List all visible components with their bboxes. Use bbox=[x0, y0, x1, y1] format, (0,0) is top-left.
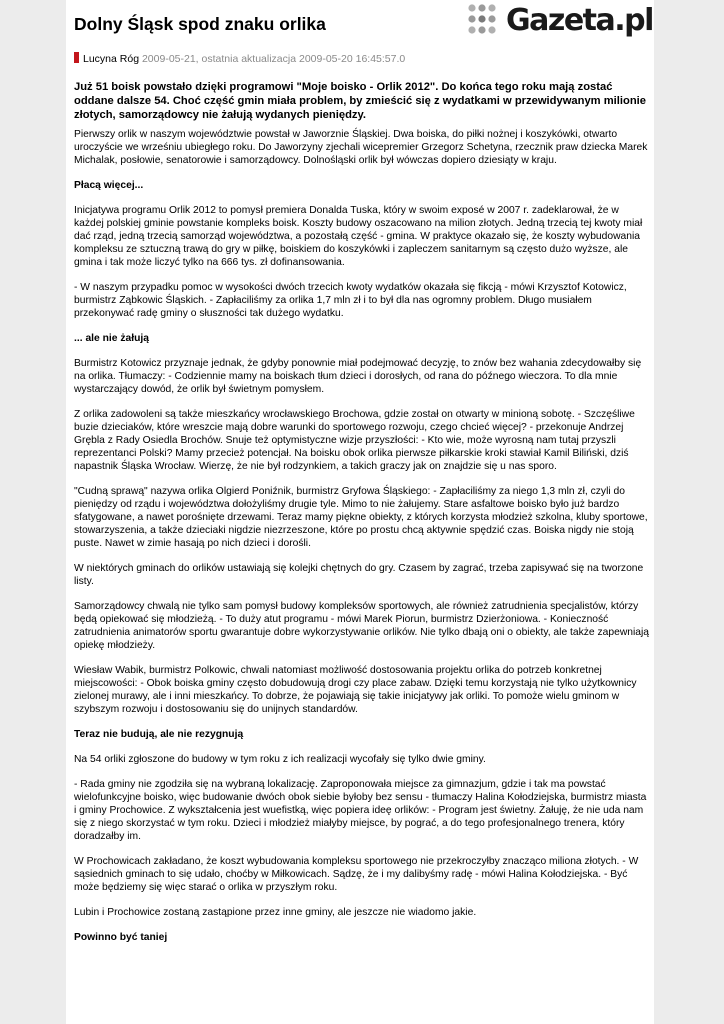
paragraph: Samorządowcy chwalą nie tylko sam pomysł budowy kompleksów sportowych, ale również zatrudnienia specjalistów, którzy będą opiekować się młodzieżą. - To duży atut programu - mówi Marek Piorun, burmistrz Dzierżoniowa. - Konieczność zatrudnienia animatorów sportu gwarantuje dobre wykorzystywanie orlików. Nie tylko dbają oni o obiekty, ale także zapewniają opiekę młodzieży. bbox=[74, 601, 650, 651]
paragraph: W Prochowicach zakładano, że koszt wybudowania kompleksu sportowego nie przekroczyłby znacząco miliona złotych. - W sąsiednich gminach to się udało, choćby w Miłkowicach. Sądzę, że i my dalibyśmy radę - mówi Halina Kołodziejska. - Być może będziemy się więc starać o orlika w przyszłym roku. bbox=[74, 856, 639, 893]
paragraph: "Cudną sprawą" nazywa orlika Olgierd Poniźnik, burmistrz Gryfowa Śląskiego: - Zapłaciliśmy za niego 1,3 mln zł, czyli do pieniędzy od rządu i województwa dołożyliśmy drugie tyle. Mimo to nie żałujemy. Stare asfaltowe boisko było już bardzo sfatygowane, a nawet porośnięte drzewami. Teraz mamy piękne obiekty, z których korzysta młodzież szkolna, kluby sportowe, stowarzyszenia, a także dzieciaki nigdzie niezrzeszone, które po prostu chcą aktywnie spędzić czas. Boiska nigdy nie stoją puste. Nawet w zimie hasają po nich dzieci i dorośli. bbox=[74, 486, 648, 549]
article-title: Dolny Śląsk spod znaku orlika bbox=[74, 14, 326, 34]
subheading: Teraz nie budują, ale nie rezygnują bbox=[74, 729, 244, 740]
paragraph: Inicjatywa programu Orlik 2012 to pomysł premiera Donalda Tuska, który w swoim exposé w 2007 r. zadeklarował, że w każdej polskiej gminie powstanie kompleks boisk. Koszty budowy oszacowano na milion złotych. Jedną trzecią tej kwoty miał dać rząd, jedną trzecią samorząd województwa, a pozostałą część - gmina. W praktyce okazało się, że koszty wybudowania kompleksu ze sztuczną trawą do gry w piłkę, boiskiem do koszykówki i zapleczem sanitarnym są często dużo wyższe, ale gmina i tak może liczyć tylko na 666 tys. zł dofinansowania. bbox=[74, 205, 643, 268]
paragraph: - W naszym przypadku pomoc w wysokości dwóch trzecich kwoty wydatków okazała się fikcją - mówi Krzysztof Kotowicz, burmistrz Ząbkowic Śląskich. - Zapłaciliśmy za orlika 1,7 mln zł i to był dla nas ogromny problem. Długo musiałem przekonywać radę gminy o słuszności tak dużego wydatku. bbox=[74, 282, 627, 319]
paragraph: Lubin i Prochowice zostaną zastąpione przez inne gminy, ale jeszcze nie wiadomo jakie. bbox=[74, 907, 477, 918]
article-lead: Już 51 boisk powstało dzięki programowi "Moje boisko - Orlik 2012". Do końca tego roku mają zostać oddane dalsze 54. Choć część gmin miała problem, by zmieścić się z wydatkami w przewidywanym milionie złotych, samorządowcy nie żałują wydanych pieniędzy. bbox=[74, 81, 646, 121]
paragraph: Burmistrz Kotowicz przyznaje jednak, że gdyby ponownie miał podejmować decyzję, to znów bez wahania zdecydowałby się na orlika. Tłumaczy: - Codziennie mamy na boiskach tłum dzieci i dorosłych, od rana do późnego wieczora. To dla mnie wystarczający dowód, że orlik był świetnym pomysłem. bbox=[74, 358, 642, 395]
logo-text: Gazeta.pl bbox=[506, 3, 653, 38]
byline bbox=[74, 52, 405, 66]
author-name: Lucyna Róg bbox=[83, 53, 140, 65]
paragraph: - Rada gminy nie zgodziła się na wybraną lokalizację. Zaproponowała miejsce za gimnazjum, gdzie i tak ma powstać wielofunkcyjne boisko, więc budowanie dwóch obok siebie byłoby bez sensu - tłumaczy Halina Kołodziejska, burmistrz miasta i gminy Prochowice. Z wykształcenia jest wuefistką, więc popiera ideę orlików: - Program jest świetny. Żałuję, że nie uda nam się z niego skorzystać w tym roku. Dzieci i młodzież miałyby miejsce, by pograć, a do tego profesjonalnego trenera, który doradzałby im. bbox=[74, 779, 647, 842]
publish-date: 2009-05-21, ostatnia aktualizacja 2009-05-20 16:45:57.0 bbox=[141, 53, 406, 65]
byline-marker bbox=[74, 52, 79, 63]
subheading: Płacą więcej... bbox=[74, 180, 144, 191]
paragraph: Pierwszy orlik w naszym województwie powstał w Jaworznie Śląskiej. Dwa boiska, do piłki nożnej i koszykówki, otwarto uroczyście we wrześniu ubiegłego roku. Do Jaworzyny zjechali wicepremier Grzegorz Schetyna, rzecznik praw dziecka Marek Michalak, posłowie, senatorowie i samorządowcy. Dolnośląski orlik był wówczas dopiero dziesiąty w kraju. bbox=[74, 129, 648, 166]
article-body bbox=[74, 128, 650, 956]
article-page bbox=[66, 0, 654, 1024]
paragraph: Z orlika zadowoleni są także mieszkańcy wrocławskiego Brochowa, gdzie został on otwarty w minioną sobotę. - Szczęśliwe buzie dzieciaków, które wreszcie mają dobre warunki do sportowego rozwoju, czego chcieć więcej? - przekonuje Andrzej Grębla z Rady Osiedla Brochów. Snuje też optymistyczne wizje przyszłości: - Kto wie, może wyrosną nam tutaj przyszli reprezentanci Polski? Mamy przecież potencjał. Na boisku obok orlika pierwsze piłkarskie kroki stawiał Kamil Biliński, dziś napastnik Śląska Wrocław. Wierzę, że nie był rodzynkiem, a takich graczy jak on znajdzie się u nas sporo. bbox=[74, 409, 635, 472]
paragraph: W niektórych gminach do orlików ustawiają się kolejki chętnych do gry. Czasem by zagrać, trzeba zapisywać się na tworzone listy. bbox=[74, 563, 644, 587]
gazeta-logo[interactable] bbox=[466, 2, 653, 42]
logo-dots-icon bbox=[466, 3, 502, 39]
paragraph: Na 54 orliki zgłoszone do budowy w tym roku z ich realizacji wycofały się tylko dwie gminy. bbox=[74, 754, 486, 765]
subheading: Powinno być taniej bbox=[74, 932, 168, 943]
subheading: ... ale nie żałują bbox=[74, 333, 149, 344]
paragraph: Wiesław Wabik, burmistrz Polkowic, chwali natomiast możliwość dostosowania projektu orlika do potrzeb konkretnej miejscowości: - Obok boiska gminy często dobudowują drogi czy place zabaw. Dzięki temu korzystają nie tylko użytkownicy zielonej murawy, ale i inni mieszkańcy. To dobrze, że pojawiają się takie inicjatywy jak orliki. To pomoże wielu gminom w szybszym rozwoju i dostosowaniu się do unijnych standardów. bbox=[74, 665, 637, 715]
